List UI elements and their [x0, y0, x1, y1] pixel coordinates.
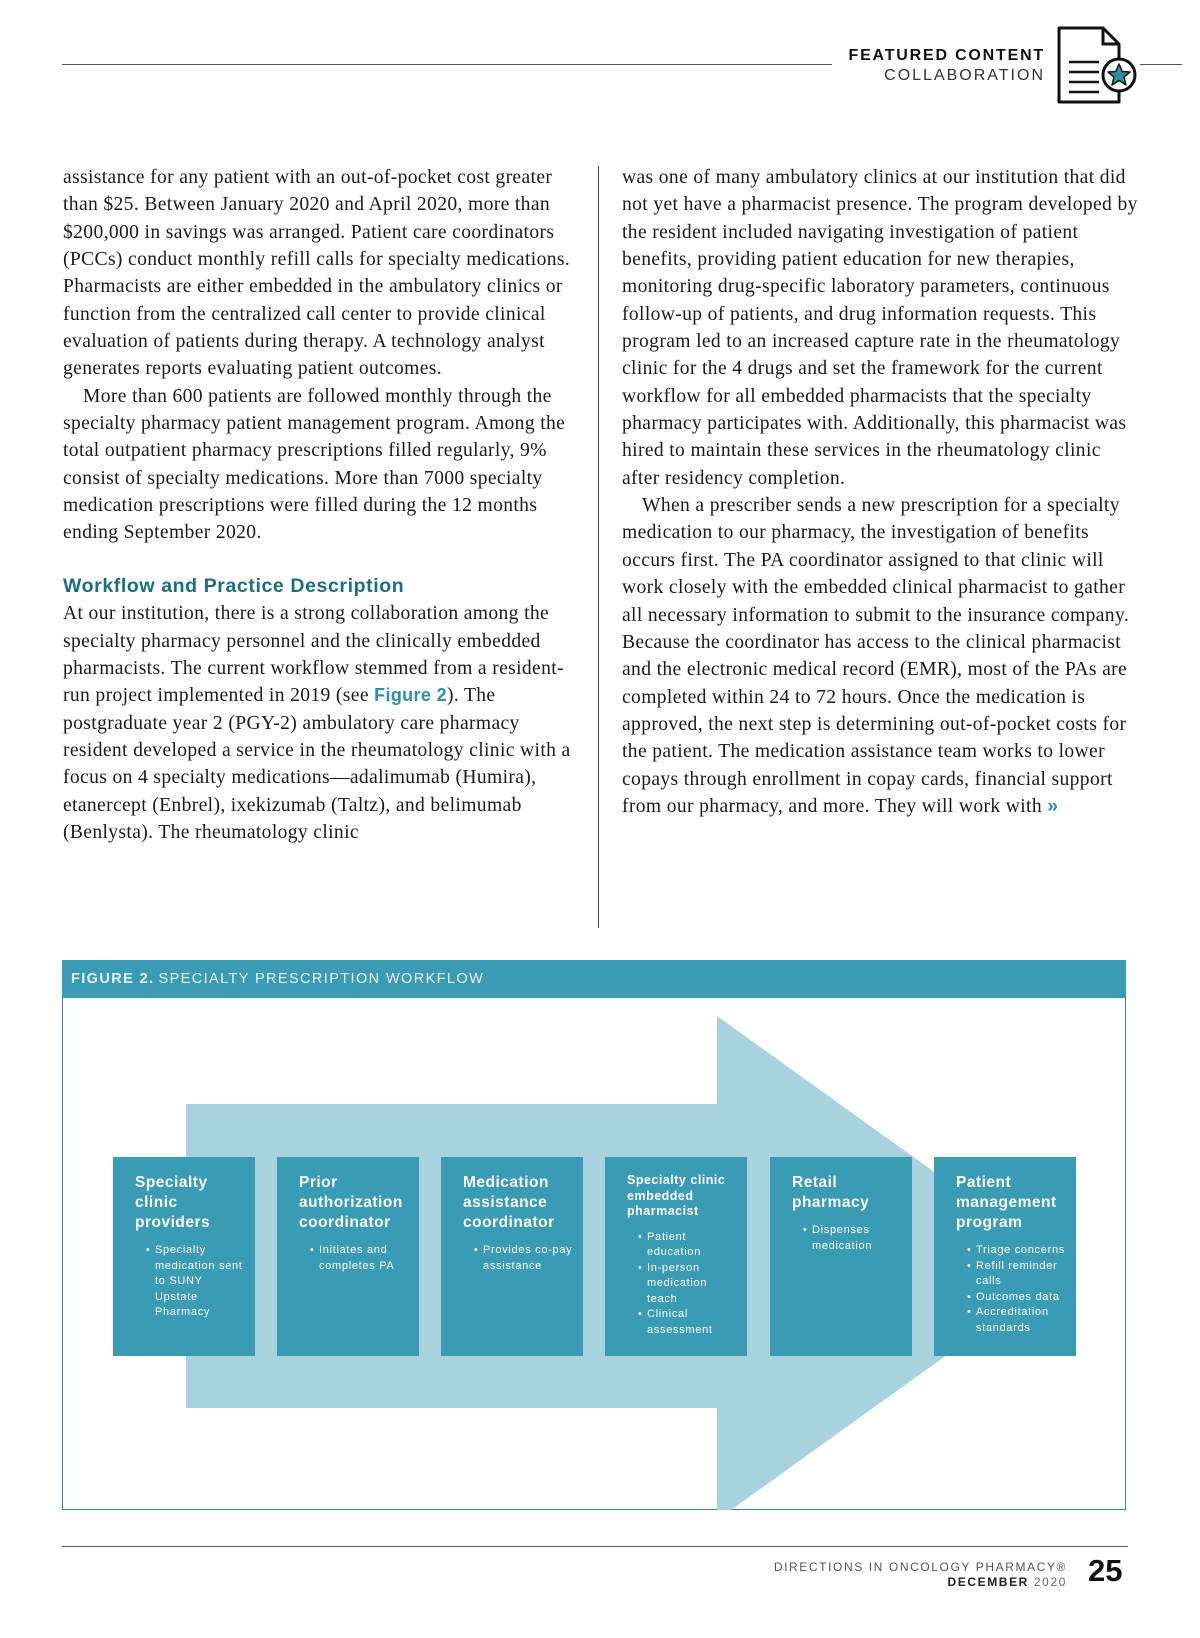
step-bullet: • Triage concerns — [976, 1243, 1066, 1259]
step-title: Medication assistance coordinator — [463, 1174, 555, 1231]
right-column — [622, 164, 1142, 820]
issue-year: 2020 — [1033, 1575, 1067, 1589]
step-bullet: • In-person medication teach — [647, 1261, 737, 1308]
left-column — [63, 164, 575, 846]
step-bullet: • Provides co-pay assistance — [483, 1243, 573, 1274]
body-text: When a prescriber sends a new prescription for a specialty medication to our pharmacy, the investigation of benefits occurs first. The PA coordinator assigned to that clinic will work closely with the embedded clinical pharmacist to gather all necessary information to submit to the insurance company. Because the coordinator has access to the clinical pharmacist and the electronic medical record (EMR), most of the PAs are completed within 24 to 72 hours. Once the medication is approved, the next step is determining out-of-pocket costs for the patient. The medication assistance team works to lower copays through enrollment in copay cards, financial support from our pharmacy, and more. They will work with — [622, 495, 1130, 817]
header-rule-right — [1140, 64, 1182, 65]
workflow-step-prior-authorization — [277, 1157, 419, 1356]
publication-info — [774, 1560, 1067, 1590]
document-star-icon — [1055, 24, 1145, 108]
workflow-step-patient-management — [934, 1157, 1076, 1356]
step-bullets — [463, 1243, 573, 1274]
body-paragraph: assistance for any patient with an out-of-pocket cost greater than $25. Between January 2020 and April 2020, more than $200,000 in savings was arranged. Patient care coordinators (PCCs) conduct monthly refill calls for specialty medications. Pharmacists are either embedded in the ambulatory clinics or function from the centralized call center to provide clinical evaluation of patients during therapy. A technology analyst generates reports evaluating patient outcomes. — [63, 167, 571, 380]
workflow-step-embedded-pharmacist — [605, 1157, 747, 1356]
workflow-step-retail-pharmacy — [770, 1157, 912, 1356]
featured-label: FEATURED CONTENT — [848, 47, 1045, 64]
step-bullets — [792, 1223, 902, 1254]
section-heading: Workflow and Practice Description — [63, 574, 405, 597]
figure-link[interactable]: Figure 2 — [374, 685, 447, 706]
step-bullet: • Refill reminder calls — [976, 1259, 1066, 1290]
body-text: At our institution, there is a strong collaboration among the specialty pharmacy personnel and the clinically embedded pharmacists. The current workflow stemmed from a resident-run project implemented in 2019 (see — [63, 603, 564, 707]
step-bullet: • Patient education — [647, 1230, 737, 1261]
step-bullet: • Outcomes data — [976, 1290, 1066, 1306]
column-divider — [598, 166, 599, 928]
step-title: Prior authorization coordinator — [299, 1174, 403, 1231]
step-bullets — [956, 1243, 1066, 1336]
figure-title: SPECIALTY PRESCRIPTION WORKFLOW — [158, 971, 485, 987]
section-header — [849, 46, 1046, 86]
continue-marker: » — [1047, 794, 1059, 817]
body-paragraph — [63, 600, 575, 846]
step-bullets — [135, 1243, 245, 1321]
body-text: ). The postgraduate year 2 (PGY-2) ambulatory care pharmacy resident developed a service in the rheumatology clinic with a focus on 4 specialty medications—adalimumab (Humira), etanercept (Enbrel), ixekizumab (Taltz), and belimumab (Benlysta). The rheumatology clinic — [63, 685, 571, 843]
issue-month: DECEMBER — [947, 1575, 1029, 1589]
step-title: Retail pharmacy — [792, 1174, 870, 1211]
step-bullet: • Specialty medication sent to SUNY Upstate Pharmacy — [155, 1243, 245, 1321]
header-rule-left — [62, 64, 832, 65]
publication-name: DIRECTIONS IN ONCOLOGY PHARMACY® — [773, 1560, 1067, 1574]
footer-rule — [62, 1546, 1128, 1547]
page-number: 25 — [1088, 1553, 1123, 1588]
step-title: Patient management program — [956, 1174, 1057, 1231]
step-bullet: • Dispenses medication — [812, 1223, 902, 1254]
step-title: Specialty clinic embedded pharmacist — [627, 1173, 726, 1218]
step-bullet: • Clinical assessment — [647, 1307, 737, 1338]
workflow-step-clinic-providers — [113, 1157, 255, 1356]
section-label: COLLABORATION — [884, 67, 1045, 84]
body-paragraph: More than 600 patients are followed monthly through the specialty pharmacy patient management program. Among the total outpatient pharmacy prescriptions filled regularly, 9% consist of specialty medications. More than 7000 specialty medication prescriptions were filled during the 12 months ending September 2020. — [63, 385, 566, 544]
body-paragraph — [622, 492, 1142, 820]
workflow-step-medication-assistance — [441, 1157, 583, 1356]
step-bullets — [299, 1243, 409, 1274]
body-paragraph: was one of many ambulatory clinics at our institution that did not yet have a pharmacist presence. The program developed by the resident included navigating investigation of patient benefits, providing patient education for new therapies, monitoring drug-specific laboratory parameters, continuous follow-up of patients, and drug information requests. This program led to an increased capture rate in the rheumatology clinic for the 4 drugs and set the framework for the current workflow for all embedded pharmacists that the specialty pharmacy participates with. Additionally, this pharmacist was hired to maintain these services in the rheumatology clinic after residency completion. — [622, 167, 1138, 489]
step-title: Specialty clinic providers — [135, 1174, 211, 1231]
step-bullet: • Initiates and completes PA — [319, 1243, 409, 1274]
step-bullets — [627, 1230, 737, 1339]
figure-label: FIGURE 2. — [71, 971, 155, 987]
step-bullet: • Accreditation standards — [976, 1305, 1066, 1336]
figure-title-bar — [62, 960, 1126, 998]
